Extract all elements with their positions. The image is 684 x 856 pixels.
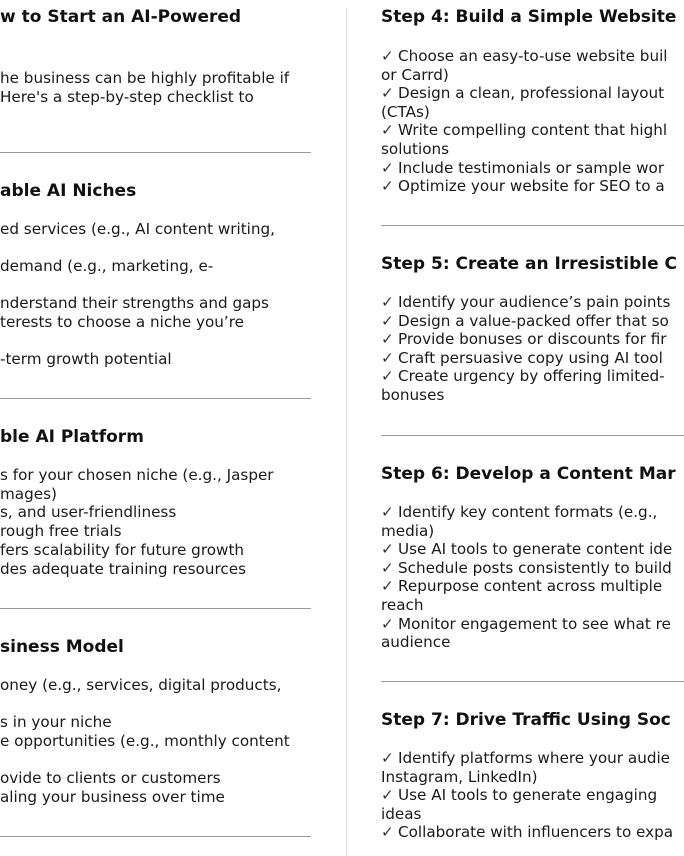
list-line: oney (e.g., services, digital products, xyxy=(0,676,282,694)
checklist-item xyxy=(381,177,665,196)
checklist-item xyxy=(381,47,668,66)
checklist-item xyxy=(381,330,667,349)
checklist-item xyxy=(381,159,664,178)
checklist-text: Identify platforms where your audie xyxy=(398,749,671,767)
checklist-continuation xyxy=(381,596,424,615)
intro-line: Here's a step-by-step checklist to xyxy=(0,88,254,106)
list-line: nderstand their strengths and gaps xyxy=(0,294,269,312)
checklist-continuation xyxy=(381,633,450,652)
section-divider xyxy=(0,608,311,609)
section-divider xyxy=(0,398,311,399)
section-heading: siness Model xyxy=(0,637,124,657)
list-line: aling your business over time xyxy=(0,788,225,806)
checklist-item xyxy=(381,121,667,140)
checklist-text: Write compelling content that highl xyxy=(398,121,668,140)
checkmark-icon: ✓ xyxy=(381,558,394,577)
checklist-text: solutions xyxy=(381,140,450,158)
checklist-text: (CTAs) xyxy=(381,102,430,121)
checklist-continuation xyxy=(381,103,430,122)
intro-line: he business can be highly profitable if xyxy=(0,69,290,87)
checklist-text: audience xyxy=(381,633,451,652)
section-heading: Step 7: Drive Traffic Using Soc xyxy=(381,710,671,730)
list-line: ovide to clients or customers xyxy=(0,769,221,787)
checklist-text: Provide bonuses or discounts for fir xyxy=(398,330,667,349)
checkmark-icon: ✓ xyxy=(381,158,394,177)
checklist-text: Repurpose content across multiple xyxy=(398,577,663,596)
checklist-item xyxy=(381,823,673,842)
checkmark-icon: ✓ xyxy=(381,348,394,367)
list-line: des adequate training resources xyxy=(0,560,246,578)
list-line: s for your chosen niche (e.g., Jasper xyxy=(0,466,274,484)
checkmark-icon: ✓ xyxy=(381,749,394,767)
checklist-text: Design a clean, professional layout xyxy=(398,84,665,103)
checklist-text: Schedule posts consistently to build xyxy=(398,558,672,577)
checkmark-icon: ✓ xyxy=(381,786,394,805)
checklist-text: or Carrd) xyxy=(381,65,449,84)
list-line: ed services (e.g., AI content writing, xyxy=(0,220,275,238)
section-divider xyxy=(381,225,684,226)
checkmark-icon: ✓ xyxy=(381,577,394,596)
checklist-text: Choose an easy-to-use website buil xyxy=(398,47,668,65)
checklist-text: Identify key content formats (e.g., xyxy=(398,503,658,521)
checklist-item xyxy=(381,503,657,522)
checklist-continuation xyxy=(381,140,449,159)
checkmark-icon: ✓ xyxy=(381,311,394,330)
checklist-text: Use AI tools to generate content ide xyxy=(398,540,673,559)
checklist-text: media) xyxy=(381,521,435,540)
checkmark-icon: ✓ xyxy=(381,177,394,196)
list-line: -term growth potential xyxy=(0,350,172,368)
checklist-item xyxy=(381,559,672,578)
checklist-continuation xyxy=(381,66,449,85)
section-heading: Step 4: Build a Simple Website xyxy=(381,7,677,27)
checklist-continuation xyxy=(381,386,444,405)
checklist-item xyxy=(381,615,671,634)
checklist-item xyxy=(381,367,665,386)
checkmark-icon: ✓ xyxy=(381,84,394,103)
list-line: e opportunities (e.g., monthly content xyxy=(0,732,290,750)
checklist-item xyxy=(381,786,657,805)
section-heading: ble AI Platform xyxy=(0,427,144,447)
checklist-text: Optimize your website for SEO to a xyxy=(398,177,665,196)
checklist-item xyxy=(381,312,669,331)
section-heading: Step 5: Create an Irresistible C xyxy=(381,254,678,274)
section-divider xyxy=(381,681,684,682)
checkmark-icon: ✓ xyxy=(381,540,394,559)
list-line: demand (e.g., marketing, e- xyxy=(0,257,214,275)
checkmark-icon: ✓ xyxy=(381,367,394,386)
checklist-item xyxy=(381,293,670,312)
checklist-text: reach xyxy=(381,596,424,614)
checkmark-icon: ✓ xyxy=(381,823,394,842)
checklist-item xyxy=(381,749,670,768)
checklist-item xyxy=(381,349,663,368)
column-divider xyxy=(346,8,347,856)
list-line: rough free trials xyxy=(0,522,122,540)
checklist-text: Monitor engagement to see what re xyxy=(398,614,671,633)
checklist-text: Instagram, LinkedIn) xyxy=(381,767,538,786)
checklist-text: Include testimonials or sample wor xyxy=(398,158,665,177)
list-line: s in your niche xyxy=(0,713,112,731)
checkmark-icon: ✓ xyxy=(381,330,394,349)
section-divider xyxy=(381,435,684,436)
checklist-item xyxy=(381,577,662,596)
checklist-text: Design a value-packed offer that so xyxy=(398,311,669,330)
checklist-text: Use AI tools to generate engaging xyxy=(398,786,658,805)
list-line: terests to choose a niche you’re xyxy=(0,313,244,331)
checklist-item xyxy=(381,84,664,103)
page-title: w to Start an AI-Powered xyxy=(0,7,242,27)
section-heading: able AI Niches xyxy=(0,181,137,201)
checklist-text: Craft persuasive copy using AI tool xyxy=(398,348,663,367)
checkmark-icon: ✓ xyxy=(381,47,394,65)
checklist-text: bonuses xyxy=(381,386,445,404)
section-divider xyxy=(0,836,311,837)
checkmark-icon: ✓ xyxy=(381,503,394,521)
checklist-text: ideas xyxy=(381,804,422,823)
checkmark-icon: ✓ xyxy=(381,121,394,140)
checklist-text: Create urgency by offering limited- xyxy=(398,367,665,386)
checklist-text: Collaborate with influencers to expa xyxy=(398,823,674,842)
checkmark-icon: ✓ xyxy=(381,293,394,311)
list-line: s, and user-friendliness xyxy=(0,503,177,521)
checklist-text: Identify your audience’s pain points xyxy=(398,293,671,311)
section-heading: Step 6: Develop a Content Mar xyxy=(381,464,676,484)
checklist-continuation xyxy=(381,768,538,787)
checklist-continuation xyxy=(381,805,421,824)
checklist-item xyxy=(381,540,672,559)
list-line: mages) xyxy=(0,485,57,503)
checklist-continuation xyxy=(381,522,434,541)
list-line: fers scalability for future growth xyxy=(0,541,245,559)
checkmark-icon: ✓ xyxy=(381,614,394,633)
section-divider xyxy=(0,152,311,153)
